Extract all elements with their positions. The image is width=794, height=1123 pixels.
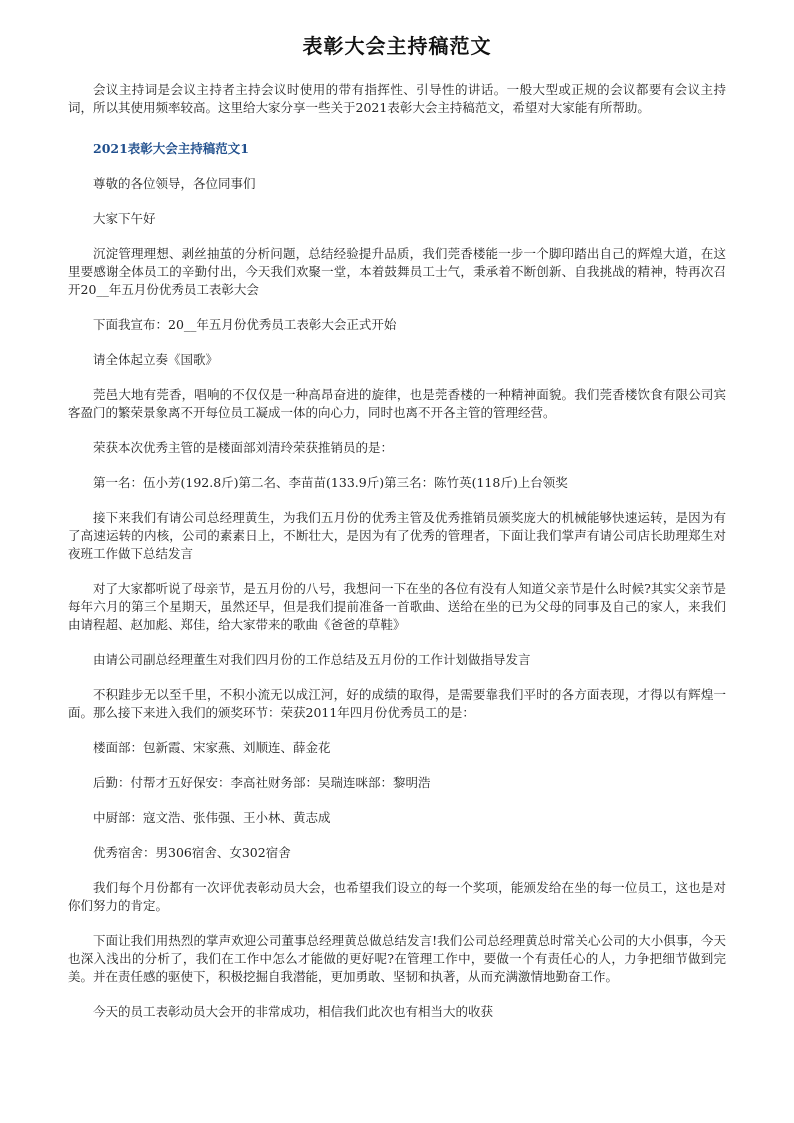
paragraph-greeting: 尊敬的各位领导，各位同事们 (93, 176, 256, 191)
paragraph-announce: 下面我宣布：20__年五月份优秀员工表彰大会正式开始 (93, 317, 397, 332)
paragraph-closing: 今天的员工表彰动员大会开的非常成功，相信我们此次也有相当大的收获 (93, 1004, 494, 1019)
paragraph-awards-intro: 不积跬步无以至千里，不积小流无以成江河，好的成绩的取得，是需要靠我们平时的各方面表现，才得以有辉煌一面。那么接下来进入我们的颁奖环节：荣获2011年四月份优秀员工的是： (68, 687, 726, 720)
paragraph-anthem: 请全体起立奏《国歌》 (93, 352, 219, 367)
paragraph-gm-speech: 下面让我们用热烈的掌声欢迎公司董事总经理黄总做总结发言!我们公司总经理黄总时常关心公司的大小俱事，今天也深入浅出的分析了，我们在工作中怎么才能做的更好呢?在管理工作中，要做一个有责任心的人，力争把细节做到完美。并在责任感的驱使下，积极挖掘自我潜能，更加勇敢、坚韧和执著，从而充满激情地勤奋工作。 (68, 933, 726, 984)
paragraph-logistics: 后勤：付帮才五好保安：李高社财务部：吴瑞连咪部：黎明浩 (93, 775, 431, 790)
paragraph-afternoon: 大家下午好 (93, 211, 156, 226)
paragraph-floor-dept: 楼面部：包新霞、宋家燕、刘顺连、薛金花 (93, 740, 331, 755)
paragraph-supervisor-award: 荣获本次优秀主管的是楼面部刘清玲荣获推销员的是： (93, 440, 394, 455)
paragraph-spirit: 莞邑大地有莞香，唱响的不仅仅是一种高昂奋进的旋律，也是莞香楼的一种精神面貌。我们莞香楼饮食有限公司宾客盈门的繁荣景象离不开每位员工凝成一体的向心力，同时也离不开各主管的管理经营。 (68, 387, 726, 420)
paragraph-monthly: 我们每个月份都有一次评优表彰动员大会，也希望我们设立的每一个奖项，能颁发给在坐的每一位员工，这也是对你们努力的肯定。 (68, 880, 726, 913)
page-title: 表彰大会主持稿范文 (302, 34, 492, 58)
section-heading: 2021表彰大会主持稿范文1 (93, 141, 249, 156)
paragraph-vice-gm: 由请公司副总经理董生对我们四月份的工作总结及五月份的工作计划做指导发言 (93, 652, 531, 667)
intro-paragraph: 会议主持词是会议主持者主持会议时使用的带有指挥性、引导性的讲话。一般大型或正规的会议都要有会议主持词，所以其使用频率较高。这里给大家分享一些关于2021表彰大会主持稿范文，希望对大家能有所帮助。 (68, 82, 726, 115)
paragraph-fathers-day: 对了大家都听说了母亲节，是五月份的八号，我想问一下在坐的各位有没有人知道父亲节是什么时候?其实父亲节是每年六月的第三个星期天，虽然还早，但是我们提前准备一首歌曲、送给在坐的已为父母的同事及自己的家人，来我们由请程超、赵加彪、郑佳，给大家带来的歌曲《爸爸的草鞋》 (68, 581, 726, 632)
paragraph-opening: 沉淀管理理想、剥丝抽茧的分析问题，总结经验提升品质，我们莞香楼能一步一个脚印踏出自己的辉煌大道，在这里要感谢全体员工的辛勤付出，今天我们欢聚一堂，本着鼓舞员工士气，秉承着不断创新、自我挑战的精神，特再次召开20__年五月份优秀员工表彰大会 (68, 246, 726, 297)
paragraph-kitchen: 中厨部：寇文浩、张伟强、王小林、黄志成 (93, 810, 331, 825)
paragraph-ranking: 第一名：伍小芳(192.8斤)第二名、李苗苗(133.9斤)第三名：陈竹英(118斤)上台领奖 (93, 475, 568, 490)
paragraph-presenter: 接下来我们有请公司总经理黄生，为我们五月份的优秀主管及优秀推销员颁奖庞大的机械能够快速运转，是因为有了高速运转的内核，公司的素素日上，不断壮大，是因为有了优秀的管理者，下面让我们掌声有请公司店长助理郑生对夜班工作做下总结发言 (68, 510, 726, 561)
paragraph-dormitory: 优秀宿舍：男306宿舍、女302宿舍 (93, 845, 291, 860)
